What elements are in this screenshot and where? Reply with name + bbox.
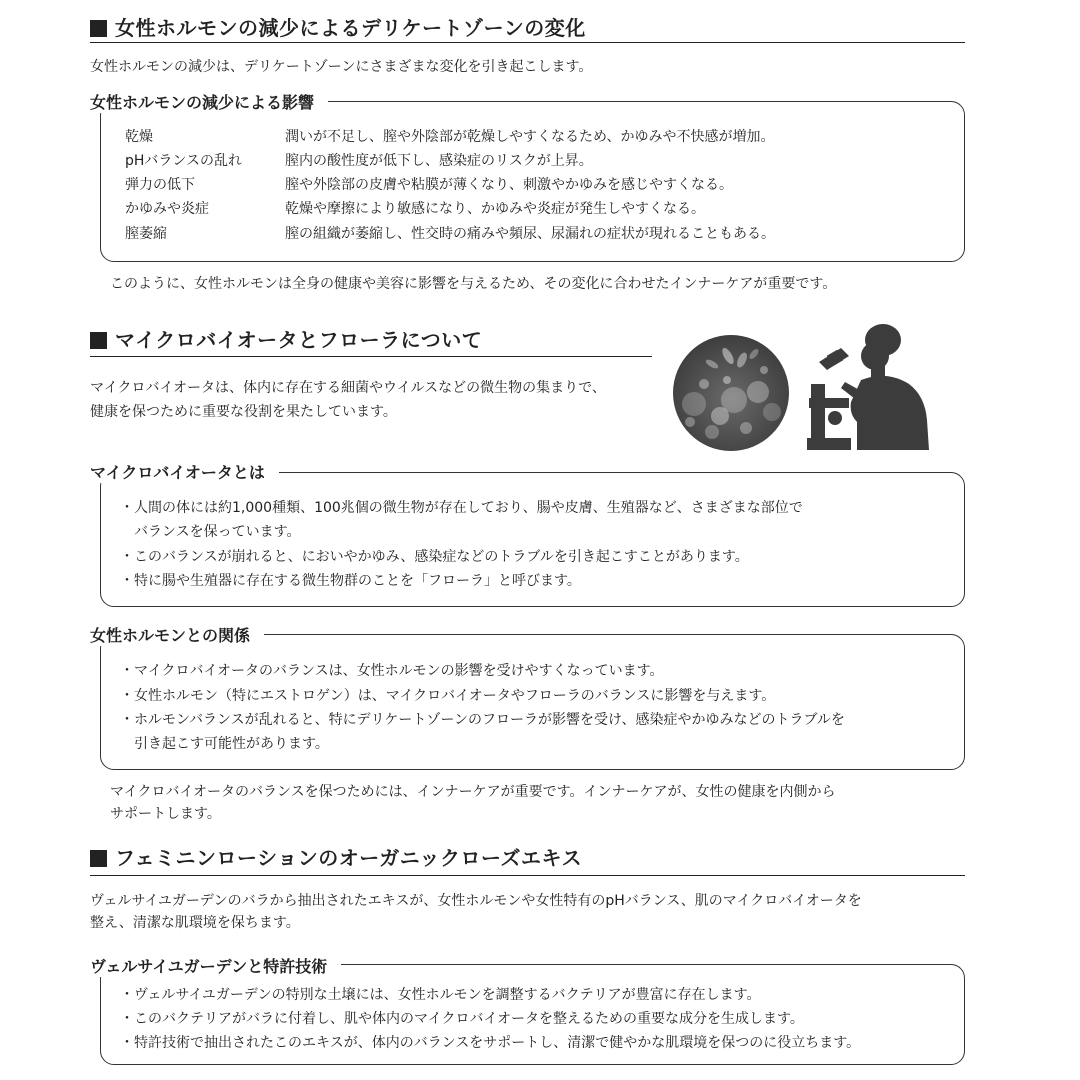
section3-heading: フェミニンローションのオーガニックローズエキス [90,842,582,871]
section2-intro-line: 健康を保つために重要な役割を果たしています。 [90,404,397,420]
effect-term: かゆみや炎症 [125,201,209,217]
microbiota-line: ・人間の体には約1,000種類、100兆個の微生物が存在しており、腸や皮膚、生殖器など、さまざまな部位で [120,500,803,516]
microbiota-line: バランスを保っています。 [120,524,301,540]
microbe-circle-icon [672,334,790,452]
effect-term: pHバランスの乱れ [125,153,242,169]
section1-intro: 女性ホルモンの減少は、デリケートゾーンにさまざまな変化を引き起こします。 [90,59,593,75]
microbiota-line: ・特に腸や生殖器に存在する微生物群のことを「フローラ」と呼びます。 [120,573,581,589]
hormone-relation-heading: 女性ホルモンとの関係 [90,623,264,646]
hormone-relation-line: ・マイクロバイオータのバランスは、女性ホルモンの影響を受けやすくなっています。 [120,663,664,679]
effect-desc: 膣の組織が萎縮し、性交時の痛みや頻尿、尿漏れの症状が現れることもある。 [285,226,775,242]
section2-heading: マイクロバイオータとフローラについて [90,324,482,353]
section2-intro-line: マイクロバイオータは、体内に存在する細菌やウイルスなどの微生物の集まりで、 [90,380,606,396]
section3-rule [90,875,965,876]
effect-desc: 膣や外陰部の皮膚や粘膜が薄くなり、刺激やかゆみを感じやすくなる。 [285,177,733,193]
versailles-line: ・ヴェルサイユガーデンの特別な土壌には、女性ホルモンを調整するバクテリアが豊富に存在します。 [120,987,761,1003]
versailles-line: ・このバクテリアがバラに付着し、肌や体内のマイクロバイオータを整えるための重要な成分を生成します。 [120,1011,804,1027]
effects-heading: 女性ホルモンの減少による影響 [90,90,328,113]
microbiota-line: ・このバランスが崩れると、においやかゆみ、感染症などのトラブルを引き起こすことがあります。 [120,549,749,565]
section2-conclusion-line: サポートします。 [110,806,221,822]
section3-intro-line: 整え、清潔な肌環境を保ちます。 [90,915,300,931]
effect-term: 弾力の低下 [125,177,195,193]
versailles-heading: ヴェルサイユガーデンと特許技術 [90,954,341,977]
section2-rule [90,356,652,357]
hormone-relation-line: ・女性ホルモン（特にエストロゲン）は、マイクロバイオータやフローラのバランスに影響を与えます。 [120,688,776,704]
effect-desc: 膣内の酸性度が低下し、感染症のリスクが上昇。 [285,153,593,169]
hormone-relation-line: ・ホルモンバランスが乱れると、特にデリケートゾーンのフローラが影響を受け、感染症やかゆみなどのトラブルを [120,712,845,728]
effect-desc: 潤いが不足し、膣や外陰部が乾燥しやすくなるため、かゆみや不快感が増加。 [285,129,775,145]
hormone-relation-line: 引き起こす可能性があります。 [120,736,329,752]
square-bullet-icon [90,20,107,37]
section1-rule [90,42,965,43]
section2-conclusion-line: マイクロバイオータのバランスを保つためには、インナーケアが重要です。インナーケアが、女性の健康を内側から [110,784,836,800]
section3-intro-line: ヴェルサイユガーデンのバラから抽出されたエキスが、女性ホルモンや女性特有のpHバランス、肌のマイクロバイオータを [90,893,862,909]
section1-conclusion: このように、女性ホルモンは全身の健康や美容に影響を与えるため、その変化に合わせたインナーケアが重要です。 [110,276,837,292]
section1-heading: 女性ホルモンの減少によるデリケートゾーンの変化 [90,12,586,41]
microbiota-heading: マイクロバイオータとは [90,460,279,483]
scientist-microscope-icon [805,322,935,452]
effect-desc: 乾燥や摩擦により敏感になり、かゆみや炎症が発生しやすくなる。 [285,201,705,217]
effect-term: 膣萎縮 [125,226,167,242]
versailles-line: ・特許技術で抽出されたこのエキスが、体内のバランスをサポートし、清潔で健やかな肌環境を保つのに役立ちます。 [120,1035,861,1051]
square-bullet-icon [90,850,107,867]
effect-term: 乾燥 [125,129,153,145]
square-bullet-icon [90,332,107,349]
